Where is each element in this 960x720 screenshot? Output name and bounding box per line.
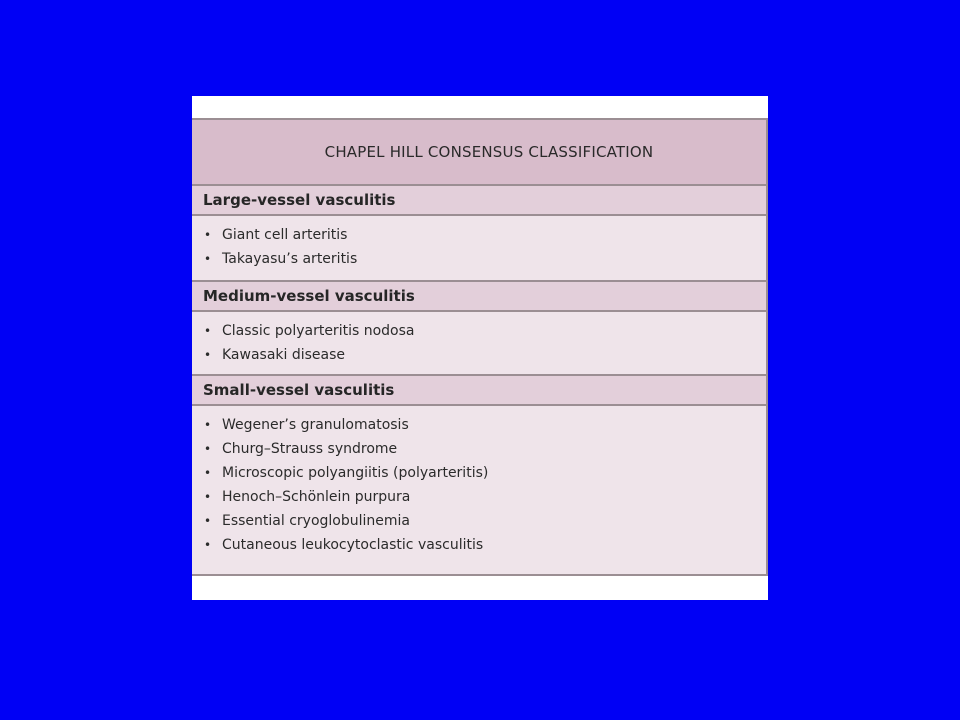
- section-body-small-vessel: [192, 406, 768, 574]
- section-header-small-vessel: [192, 374, 768, 406]
- section-heading-small-vessel: Small-vessel vasculitis: [203, 381, 395, 399]
- list-item-text: Kawasaki disease: [222, 347, 346, 363]
- list-item-text: Cutaneous leukocytoclastic vasculitis: [222, 537, 484, 553]
- bullet-icon: •: [204, 466, 212, 480]
- list-item-text: Takayasu’s arteritis: [222, 251, 358, 267]
- section-body-medium-vessel: [192, 312, 768, 374]
- list-item-text: Essential cryoglobulinemia: [222, 513, 410, 529]
- list-item-text: Classic polyarteritis nodosa: [222, 323, 415, 339]
- list-item: [204, 533, 766, 557]
- list-item: [204, 485, 766, 509]
- section-heading-medium-vessel: Medium-vessel vasculitis: [203, 287, 415, 305]
- section-body-large-vessel: [192, 216, 768, 280]
- list-item: [204, 319, 766, 343]
- section-heading-large-vessel: Large-vessel vasculitis: [203, 191, 396, 209]
- list-item: [204, 247, 766, 271]
- list-item: [204, 223, 766, 247]
- section-header-medium-vessel: [192, 280, 768, 312]
- list-item: [204, 413, 766, 437]
- classification-table-image: [192, 96, 768, 600]
- list-item-text: Giant cell arteritis: [222, 227, 348, 243]
- classification-table: [192, 118, 768, 576]
- bullet-icon: •: [204, 538, 212, 552]
- bullet-icon: •: [204, 490, 212, 504]
- list-item-text: Wegener’s granulomatosis: [222, 417, 409, 433]
- bullet-icon: •: [204, 442, 212, 456]
- bullet-icon: •: [204, 324, 212, 338]
- table-title-bar: [192, 120, 768, 184]
- table-title: CHAPEL HILL CONSENSUS CLASSIFICATION: [324, 143, 654, 161]
- bullet-icon: •: [204, 228, 212, 242]
- bullet-icon: •: [204, 252, 212, 266]
- list-item-text: Microscopic polyangiitis (polyarteritis): [222, 465, 489, 481]
- list-item-text: Churg–Strauss syndrome: [222, 441, 398, 457]
- list-item-text: Henoch–Schönlein purpura: [222, 489, 411, 505]
- bullet-icon: •: [204, 418, 212, 432]
- list-item: [204, 461, 766, 485]
- section-header-large-vessel: [192, 184, 768, 216]
- list-item: [204, 343, 766, 367]
- list-item: [204, 437, 766, 461]
- list-item: [204, 509, 766, 533]
- bullet-icon: •: [204, 348, 212, 362]
- bullet-icon: •: [204, 514, 212, 528]
